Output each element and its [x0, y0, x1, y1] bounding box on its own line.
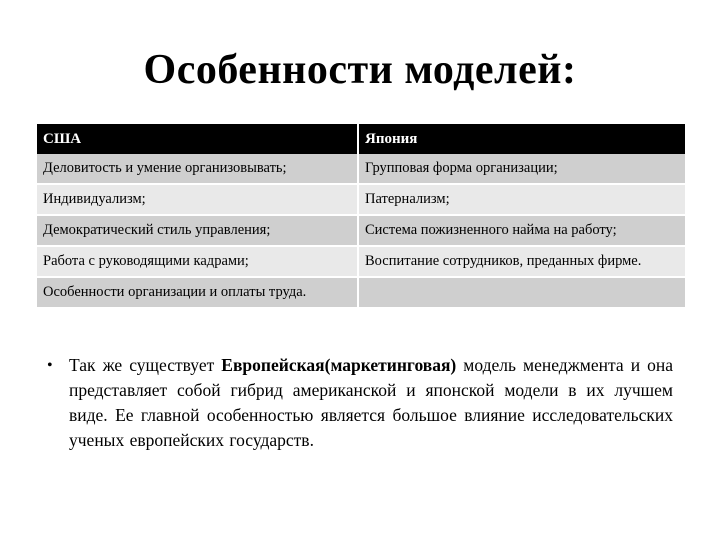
bullet-paragraph	[47, 353, 673, 453]
header-usa: США	[37, 124, 358, 154]
cell-japan: Система пожизненного найма на работу;	[358, 215, 685, 246]
header-japan: Япония	[358, 124, 685, 154]
cell-usa: Деловитость и умение организовывать;	[37, 154, 358, 184]
bullet-text	[69, 353, 673, 453]
cell-japan: Воспитание сотрудников, преданных фирме.	[358, 246, 685, 277]
cell-japan: Патернализм;	[358, 184, 685, 215]
bullet-text-before: Так же существует	[69, 355, 222, 375]
table-row	[37, 184, 685, 215]
table-row	[37, 246, 685, 277]
slide-title: Особенности моделей:	[143, 47, 577, 93]
cell-usa: Работа с руководящими кадрами;	[37, 246, 358, 277]
table-header-row	[37, 124, 685, 154]
cell-usa: Демократический стиль управления;	[37, 215, 358, 246]
table-row	[37, 154, 685, 184]
bullet-marker: •	[47, 357, 53, 374]
models-comparison-table	[37, 124, 685, 309]
bullet-text-bold: Европейская(маркетинговая)	[221, 355, 457, 375]
cell-usa: Индивидуализм;	[37, 184, 358, 215]
table-row	[37, 277, 685, 308]
table-row	[37, 215, 685, 246]
cell-japan: Групповая форма организации;	[358, 154, 685, 184]
cell-japan	[358, 277, 685, 308]
bullet-text-after: модель менеджмента и она представляет собой гибрид американской и японской модели в их лучшем виде. Ее главной особенностью является большое влияние исследовательских ученых европейских государств.	[69, 355, 673, 450]
cell-usa: Особенности организации и оплаты труда.	[37, 277, 358, 308]
